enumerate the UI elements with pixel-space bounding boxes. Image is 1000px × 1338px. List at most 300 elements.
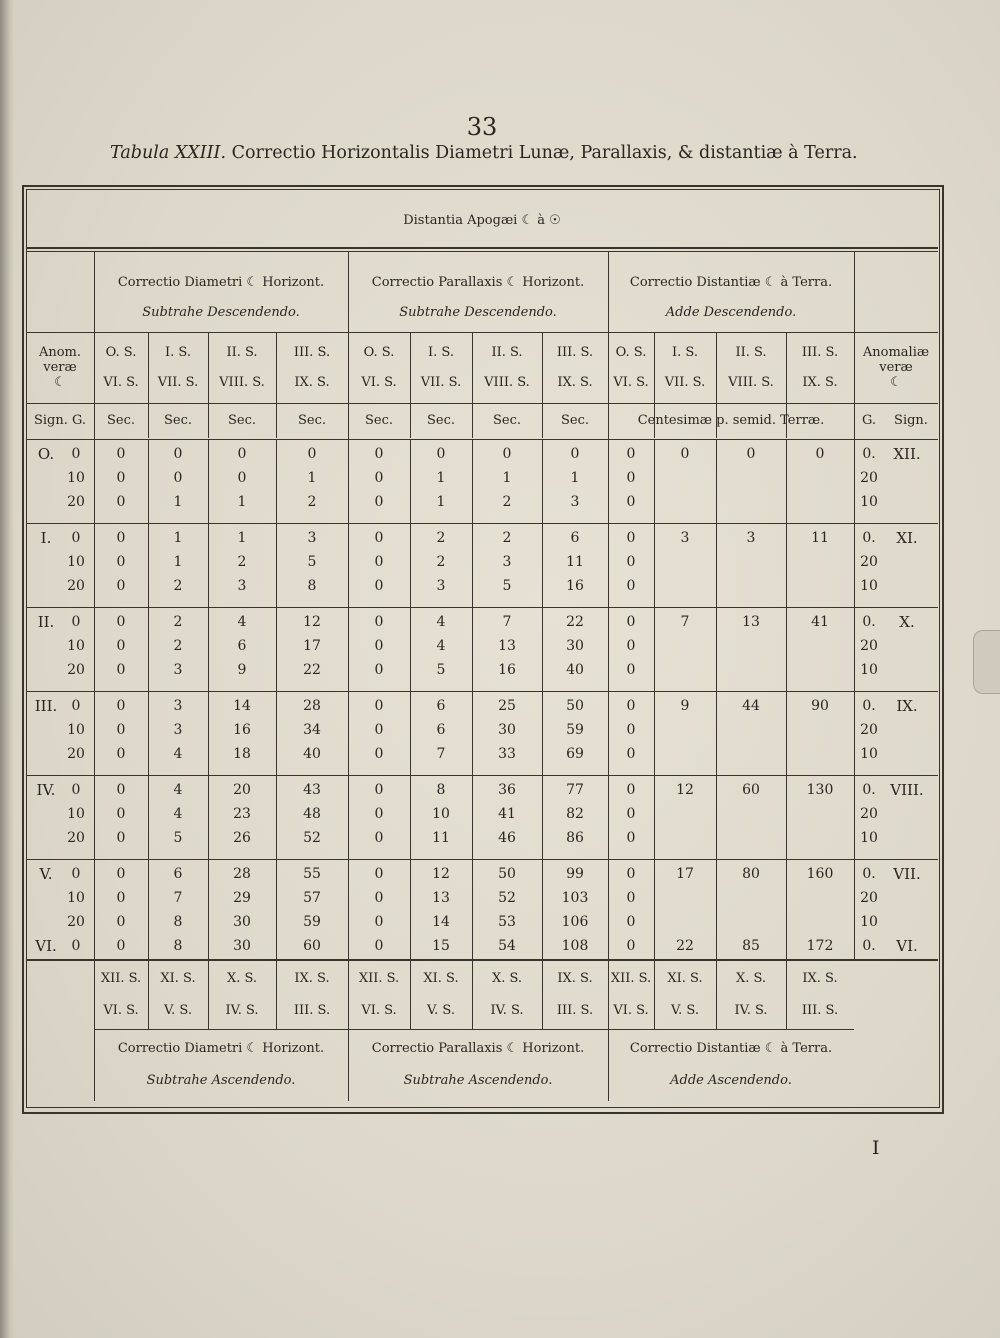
parallax-value: 1 [570,470,580,486]
row-right-degree: 0. [862,530,876,546]
row-right-degree: 0. [862,938,876,954]
diam-value: 1 [237,530,247,546]
parallax-value: 30 [566,638,584,654]
rule-vertical [410,439,411,959]
row-right-degree: 20 [860,722,878,738]
parallax-value: 12 [432,866,450,882]
diam-value: 0 [116,782,126,798]
diam-value: 0 [116,722,126,738]
col-top-2-4: III. S. [556,345,594,360]
distance-value: 85 [742,938,760,954]
distance-value: 7 [680,614,690,630]
foot-bottom-1-1: VI. S. [103,1003,139,1018]
distance-value: 3 [680,530,690,546]
foot-bottom-2-1: VI. S. [361,1003,397,1018]
parallax-value: 40 [566,662,584,678]
row-right-degree: 10 [860,914,878,930]
diam-value: 4 [173,782,183,798]
diam-value: 0 [116,554,126,570]
parallax-value: 2 [436,530,446,546]
distance-value: 0 [626,662,636,678]
diam-value: 2 [173,614,183,630]
rule-vertical [94,251,95,1101]
distance-value: 22 [676,938,694,954]
rule-vertical [472,439,473,959]
parallax-value: 59 [566,722,584,738]
row-right-degree: 10 [860,662,878,678]
parallax-value: 106 [561,914,589,930]
rule-vertical [410,332,411,438]
diam-value: 1 [173,494,183,510]
col-bottom-3-2: VII. S. [664,375,706,390]
diam-value: 17 [303,638,321,654]
diam-value: 60 [303,938,321,954]
rule-vertical [148,332,149,438]
parallax-value: 82 [566,806,584,822]
right-sign-label-2: XI. [896,529,918,547]
diam-value: 8 [173,938,183,954]
distance-value: 12 [676,782,694,798]
right-head-3: ☾ [890,375,902,390]
diam-value: 55 [303,866,321,882]
rule-vertical [208,332,209,438]
distance-value: 0 [626,866,636,882]
diam-value: 0 [116,446,126,462]
diam-value: 30 [233,938,251,954]
parallax-value: 2 [502,530,512,546]
distantia-header: Distantia Apogæi ☾ à ☉ [403,213,561,228]
parallax-value: 0 [374,722,384,738]
parallax-value: 46 [498,830,516,846]
col-bottom-3-1: VI. S. [613,375,649,390]
unit-distantia: Centesimæ p. semid. Terræ. [637,413,825,428]
right-head-2: veræ [879,360,913,375]
parallax-value: 6 [570,530,580,546]
distance-value: 44 [742,698,760,714]
distance-value: 0 [626,494,636,510]
parallax-value: 0 [374,830,384,846]
row-degree: 20 [67,914,85,930]
row-degree: 0 [71,866,81,882]
rule-vertical [148,439,149,959]
distance-value: 0 [746,446,756,462]
parallax-value: 0 [374,890,384,906]
diam-value: 0 [116,890,126,906]
distance-value: 0 [626,722,636,738]
page-tab-strip [973,630,1000,694]
parallax-value: 36 [498,782,516,798]
diam-value: 28 [233,866,251,882]
foot-title-2: Correctio Parallaxis ☾ Horizont. [371,1041,585,1056]
rule-vertical [208,439,209,959]
diam-value: 59 [303,914,321,930]
rule-horizontal [26,403,938,404]
diam-value: 22 [303,662,321,678]
foot-top-3-2: XI. S. [667,971,703,986]
parallax-value: 0 [374,782,384,798]
row-right-degree: 10 [860,578,878,594]
col-bottom-3-3: VIII. S. [728,375,774,390]
parallax-value: 11 [432,830,450,846]
foot-top-2-1: XII. S. [358,971,400,986]
page-number: 33 [466,113,498,141]
foot-title-3: Correctio Distantiæ ☾ à Terra. [629,1041,833,1056]
distance-value: 0 [626,914,636,930]
diam-value: 0 [116,938,126,954]
col-bottom-2-1: VI. S. [361,375,397,390]
unit-left: Sign. G. [33,413,87,428]
row-degree: 10 [67,554,85,570]
diam-value: 0 [116,578,126,594]
rule-horizontal [26,959,938,961]
parallax-value: 30 [498,722,516,738]
parallax-value: 8 [436,782,446,798]
parallax-value: 4 [436,614,446,630]
foot-bottom-3-2: V. S. [671,1003,699,1018]
parallax-value: 0 [436,446,446,462]
distance-value: 60 [742,782,760,798]
parallax-value: 0 [374,662,384,678]
row-degree: 20 [67,746,85,762]
parallax-value: 54 [498,938,516,954]
row-degree: 10 [67,638,85,654]
rule-vertical [276,439,277,959]
foot-bottom-1-4: III. S. [293,1003,331,1018]
table-title [110,143,870,163]
diam-value: 1 [173,554,183,570]
parallax-value: 10 [432,806,450,822]
row-degree: 0 [71,446,81,462]
rule-vertical [716,439,717,959]
diam-value: 0 [116,638,126,654]
diam-value: 23 [233,806,251,822]
row-right-degree: 0. [862,446,876,462]
foot-top-1-4: IX. S. [294,971,330,986]
diam-value: 0 [116,914,126,930]
col-top-3-1: O. S. [615,345,647,360]
col-bottom-2-2: VII. S. [420,375,462,390]
diam-value: 30 [233,914,251,930]
parallax-value: 3 [570,494,580,510]
parallax-value: 14 [432,914,450,930]
unit-sec-p-4: Sec. [560,413,589,428]
parallax-value: 86 [566,830,584,846]
parallax-value: 22 [566,614,584,630]
foot-top-1-1: XII. S. [100,971,142,986]
row-right-degree: 20 [860,470,878,486]
left-head-1: Anom. [38,345,82,360]
unit-sec-d-4: Sec. [297,413,326,428]
diam-value: 2 [173,638,183,654]
parallax-value: 7 [502,614,512,630]
diam-value: 52 [303,830,321,846]
sign-label-1: O. [37,445,55,463]
foot-bottom-3-3: IV. S. [734,1003,768,1018]
distance-value: 0 [626,470,636,486]
col-top-2-3: II. S. [491,345,523,360]
parallax-value: 69 [566,746,584,762]
row-right-degree: 10 [860,494,878,510]
parallax-value: 3 [502,554,512,570]
diam-value: 14 [233,698,251,714]
parallax-value: 2 [502,494,512,510]
diam-value: 3 [173,698,183,714]
foot-top-3-3: X. S. [735,971,767,986]
col-bottom-1-2: VII. S. [157,375,199,390]
diam-value: 0 [173,446,183,462]
parallax-value: 0 [374,530,384,546]
diam-value: 8 [173,914,183,930]
rule-vertical [786,959,787,1029]
foot-top-2-4: IX. S. [557,971,593,986]
rule-horizontal [26,332,938,333]
rule-horizontal [26,691,938,692]
parallax-value: 2 [436,554,446,570]
diam-value: 0 [237,446,247,462]
unit-sec-p-1: Sec. [364,413,393,428]
diam-value: 0 [307,446,317,462]
parallax-value: 7 [436,746,446,762]
parallax-value: 5 [502,578,512,594]
diam-value: 0 [116,494,126,510]
row-degree: 10 [67,722,85,738]
rule-vertical [854,251,855,959]
row-degree: 0 [71,782,81,798]
rule-horizontal [26,607,938,608]
diam-value: 9 [237,662,247,678]
signature-mark: I [872,1137,880,1159]
parallax-value: 50 [498,866,516,882]
row-right-degree: 10 [860,746,878,762]
parallax-value: 1 [436,494,446,510]
foot-title-1: Correctio Diametri ☾ Horizont. [117,1041,325,1056]
diam-value: 0 [116,530,126,546]
row-degree: 20 [67,494,85,510]
row-right-degree: 20 [860,638,878,654]
col-top-1-3: II. S. [226,345,258,360]
right-sign-label-extra: VI. [896,937,918,955]
diam-value: 4 [173,806,183,822]
diam-value: 43 [303,782,321,798]
parallax-value: 15 [432,938,450,954]
distance-value: 0 [626,746,636,762]
row-right-degree: 20 [860,806,878,822]
diam-value: 16 [233,722,251,738]
diam-value: 3 [173,662,183,678]
diam-value: 4 [173,746,183,762]
rule-horizontal [26,439,938,440]
distance-value: 9 [680,698,690,714]
distance-value: 3 [746,530,756,546]
row-right-degree: 10 [860,830,878,846]
diam-value: 12 [303,614,321,630]
col-top-3-2: I. S. [672,345,698,360]
distance-value: 80 [742,866,760,882]
parallax-value: 0 [374,494,384,510]
diam-value: 28 [303,698,321,714]
col-top-1-1: O. S. [105,345,137,360]
diam-value: 26 [233,830,251,846]
col-top-3-4: III. S. [801,345,839,360]
parallax-value: 0 [502,446,512,462]
col-top-3-3: II. S. [735,345,767,360]
right-sign-label-5: VIII. [890,781,924,799]
distance-value: 0 [626,578,636,594]
distance-value: 41 [811,614,829,630]
parallax-value: 0 [374,470,384,486]
distance-value: 0 [815,446,825,462]
foot-top-2-3: X. S. [491,971,523,986]
foot-top-2-2: XI. S. [423,971,459,986]
sign-label-2: I. [40,529,52,547]
parallax-value: 108 [561,938,589,954]
distance-value: 0 [680,446,690,462]
diam-value: 2 [307,494,317,510]
parallax-value: 99 [566,866,584,882]
sign-label-extra: VI. [35,937,57,955]
diam-value: 40 [303,746,321,762]
group-title-2: Correctio Parallaxis ☾ Horizont. [371,275,585,290]
parallax-value: 0 [374,806,384,822]
rule-vertical [786,332,787,438]
col-bottom-3-4: IX. S. [802,375,838,390]
row-degree: 0 [71,698,81,714]
parallax-value: 16 [498,662,516,678]
distance-value: 0 [626,530,636,546]
row-degree: 20 [67,830,85,846]
sign-label-3: II. [37,613,55,631]
left-head-2: veræ [43,360,77,375]
rule-vertical [542,959,543,1029]
distance-value: 13 [742,614,760,630]
parallax-value: 41 [498,806,516,822]
diam-value: 2 [173,578,183,594]
col-top-1-4: III. S. [293,345,331,360]
diam-value: 1 [173,530,183,546]
parallax-value: 0 [374,746,384,762]
row-right-degree: 0. [862,698,876,714]
sign-label-5: IV. [36,781,56,799]
parallax-value: 0 [374,446,384,462]
foot-top-3-1: XII. S. [610,971,652,986]
distance-value: 0 [626,638,636,654]
row-degree: 20 [67,662,85,678]
parallax-value: 13 [432,890,450,906]
diam-value: 48 [303,806,321,822]
row-degree: 20 [67,578,85,594]
distance-value: 130 [806,782,834,798]
unit-sec-p-2: Sec. [426,413,455,428]
distance-value: 0 [626,446,636,462]
rule-vertical [208,959,209,1029]
col-top-2-1: O. S. [363,345,395,360]
row-right-degree: 0. [862,782,876,798]
rule-vertical [608,251,609,1101]
rule-horizontal [26,247,938,249]
diam-value: 5 [173,830,183,846]
rule-vertical [410,959,411,1029]
rule-horizontal [94,1029,854,1030]
parallax-value: 0 [374,866,384,882]
diam-value: 20 [233,782,251,798]
rule-vertical [276,332,277,438]
parallax-value: 33 [498,746,516,762]
rule-vertical [542,439,543,959]
row-right-degree: 0. [862,614,876,630]
rule-vertical [148,959,149,1029]
rule-vertical [716,332,717,438]
unit-sec-d-1: Sec. [106,413,135,428]
parallax-value: 0 [374,554,384,570]
group-subtitle-3: Adde Descendendo. [665,305,797,320]
diam-value: 6 [237,638,247,654]
rule-horizontal [26,859,938,860]
col-bottom-2-3: VIII. S. [484,375,530,390]
foot-subtitle-2: Subtrahe Ascendendo. [403,1073,553,1088]
diam-value: 0 [116,746,126,762]
distance-value: 160 [806,866,834,882]
diam-value: 0 [116,830,126,846]
diam-value: 0 [116,698,126,714]
diam-value: 0 [116,806,126,822]
unit-sec-d-2: Sec. [163,413,192,428]
parallax-value: 77 [566,782,584,798]
foot-bottom-2-3: IV. S. [490,1003,524,1018]
row-degree: 0 [71,938,81,954]
right-sign-label-1: XII. [893,445,921,463]
rule-vertical [542,332,543,438]
diam-value: 34 [303,722,321,738]
col-bottom-1-1: VI. S. [103,375,139,390]
diam-value: 0 [173,470,183,486]
foot-top-1-3: X. S. [226,971,258,986]
foot-subtitle-1: Subtrahe Ascendendo. [146,1073,296,1088]
col-bottom-2-4: IX. S. [557,375,593,390]
row-degree: 0 [71,530,81,546]
table-grid [26,189,938,1106]
sign-label-6: V. [39,865,53,883]
rule-vertical [472,959,473,1029]
row-right-degree: 20 [860,554,878,570]
rule-vertical [654,332,655,438]
left-head-3: ☾ [54,375,66,390]
parallax-value: 53 [498,914,516,930]
parallax-value: 6 [436,722,446,738]
foot-top-1-2: XI. S. [160,971,196,986]
diam-value: 0 [116,614,126,630]
diam-value: 7 [173,890,183,906]
distance-value: 0 [626,830,636,846]
distance-value: 0 [626,938,636,954]
unit-sec-p-3: Sec. [492,413,521,428]
parallax-value: 13 [498,638,516,654]
row-degree: 0 [71,614,81,630]
sign-label-4: III. [34,697,58,715]
group-title-3: Correctio Distantiæ ☾ à Terra. [629,275,833,290]
parallax-value: 0 [374,614,384,630]
diam-value: 2 [237,554,247,570]
parallax-value: 3 [436,578,446,594]
group-title-1: Correctio Diametri ☾ Horizont. [117,275,325,290]
rule-vertical [472,332,473,438]
distance-value: 90 [811,698,829,714]
parallax-value: 4 [436,638,446,654]
parallax-value: 0 [374,638,384,654]
diam-value: 4 [237,614,247,630]
distance-value: 0 [626,890,636,906]
diam-value: 57 [303,890,321,906]
rule-vertical [654,439,655,959]
